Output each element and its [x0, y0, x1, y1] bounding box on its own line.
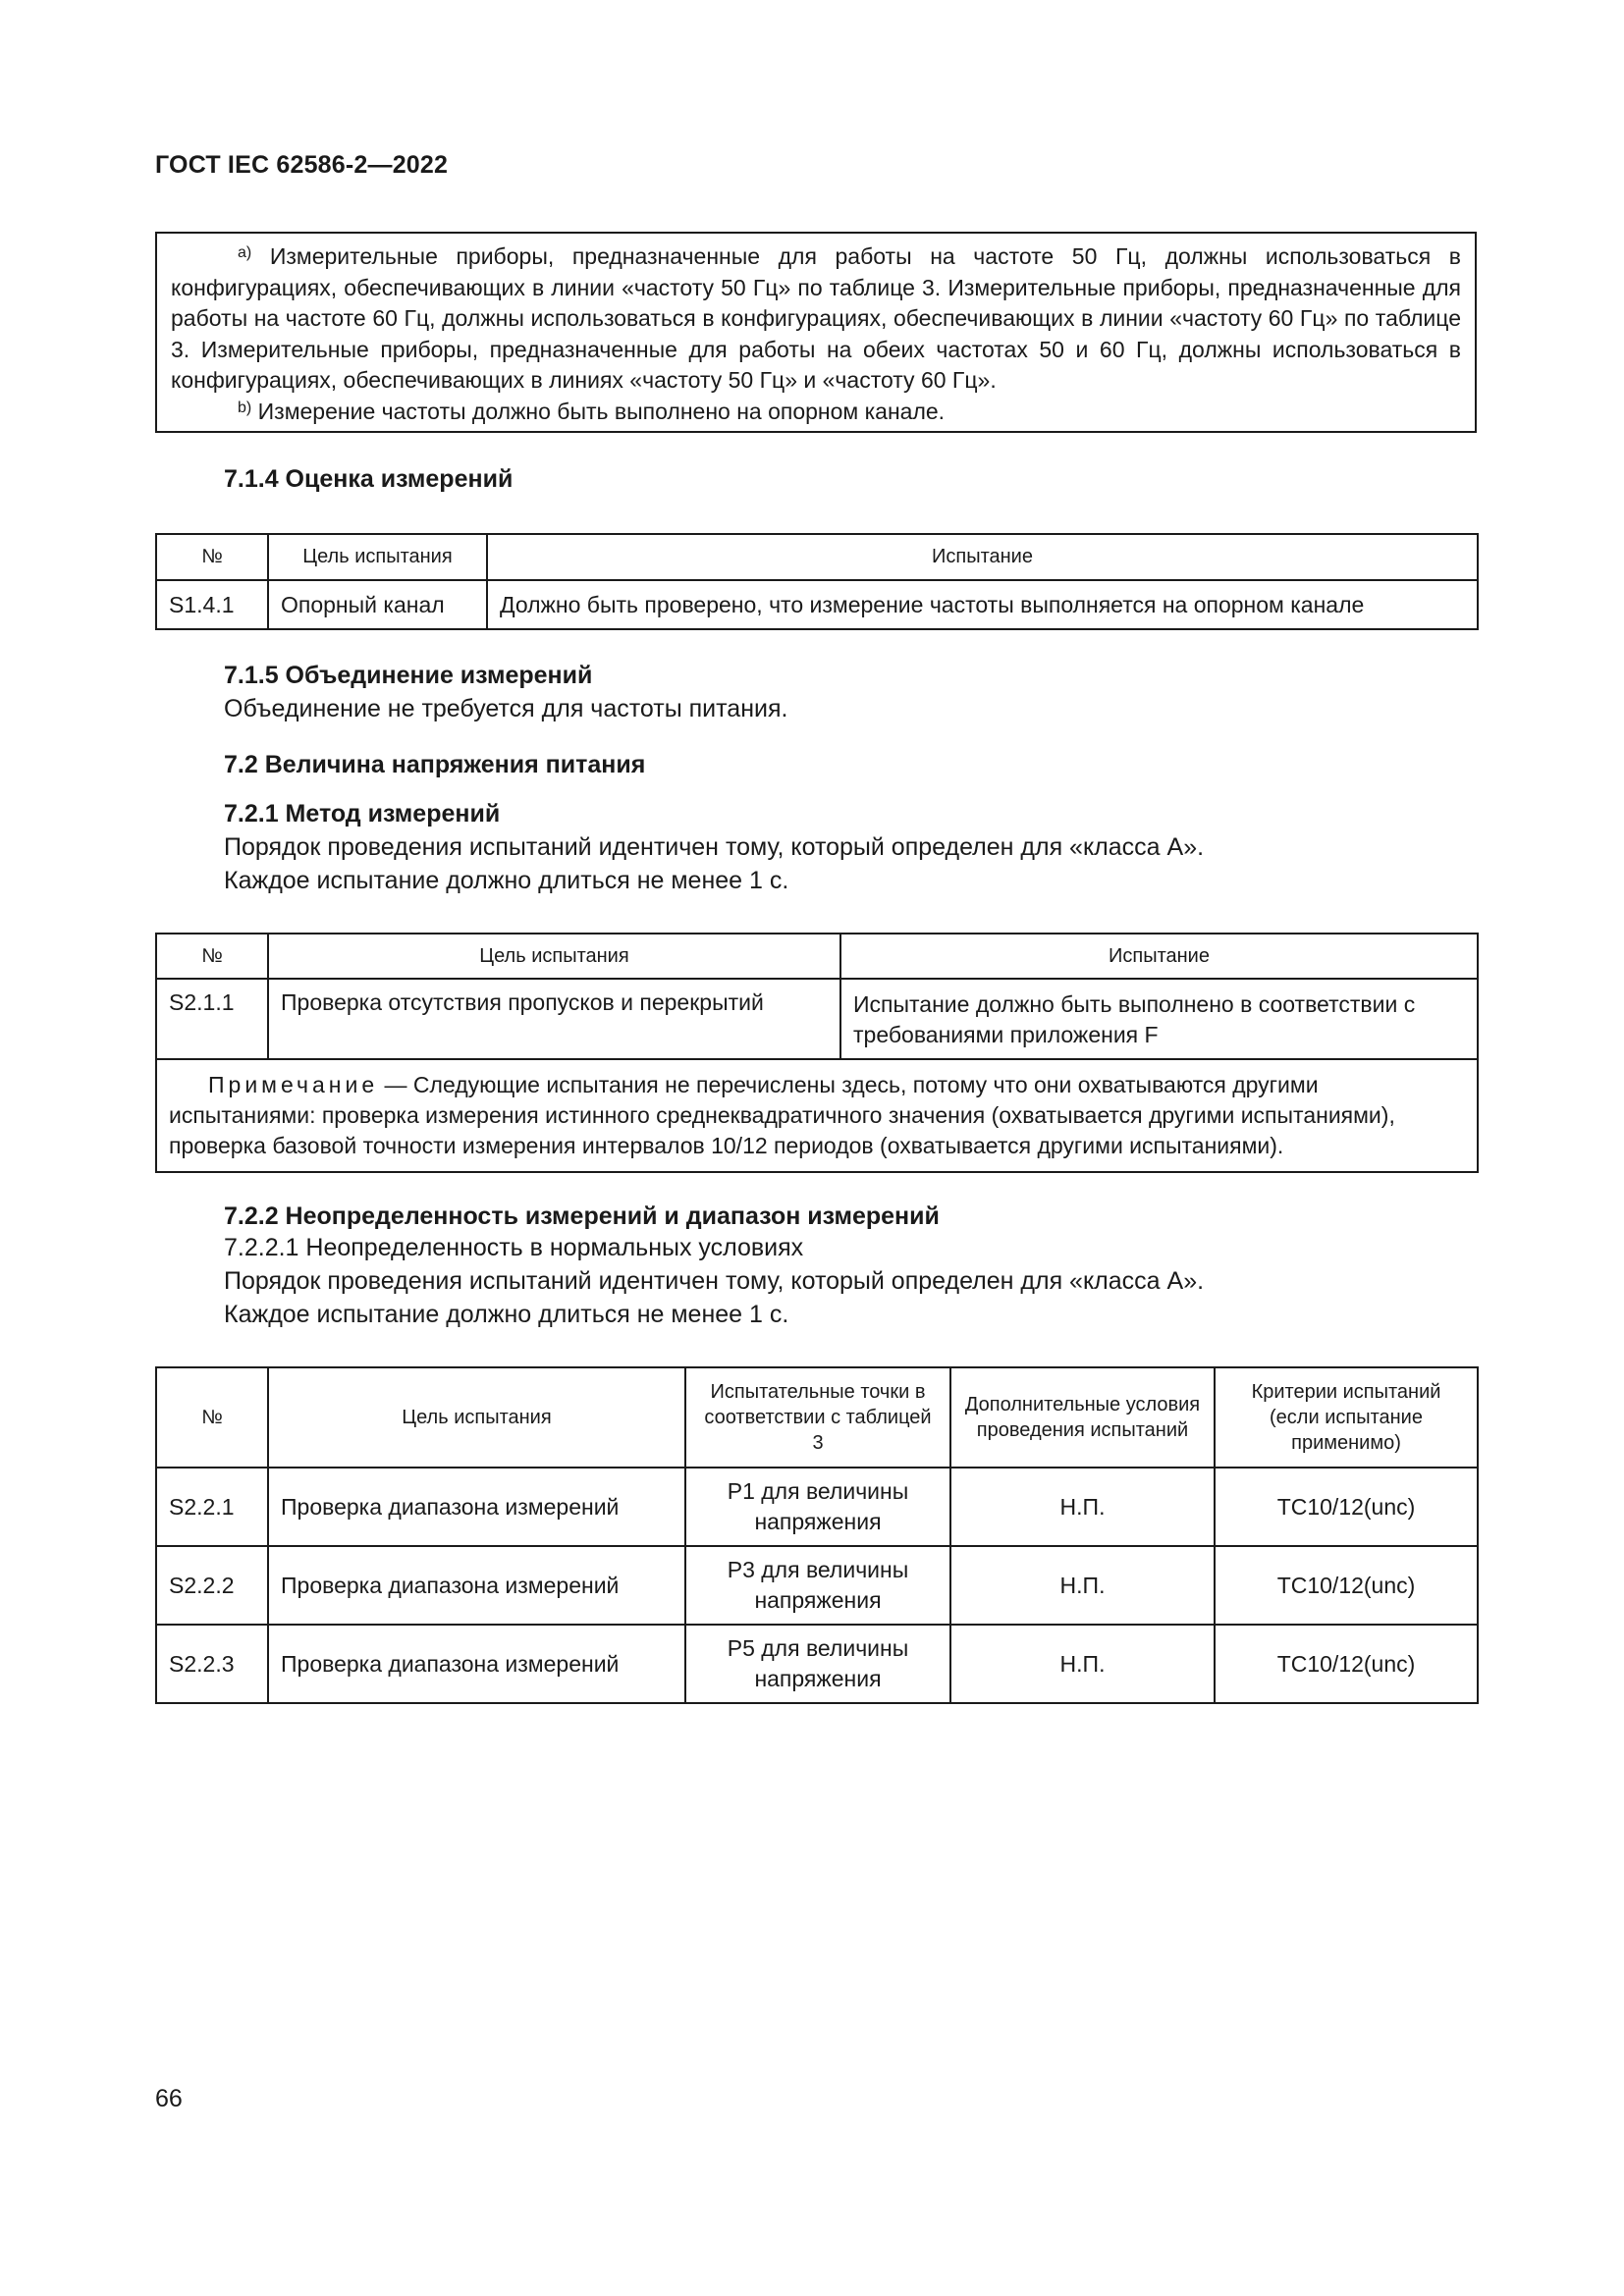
- col-header-conditions: Дополнительные условия проведения испытаний: [950, 1367, 1215, 1468]
- text-7-2-2: [224, 1231, 1204, 1331]
- cell-number: S2.2.2: [156, 1546, 268, 1625]
- col-header-test-points: Испытательные точки в соответствии с таблицей 3: [685, 1367, 950, 1468]
- cell-number: S2.1.1: [156, 979, 268, 1059]
- cell-criteria: TC10/12(unc): [1215, 1468, 1478, 1546]
- table-row: [156, 580, 1478, 629]
- col-header-purpose: Цель испытания: [268, 534, 487, 580]
- table-header-row: [156, 1367, 1478, 1468]
- col-header-number: №: [156, 1367, 268, 1468]
- text-7-2-1: [224, 830, 1204, 897]
- cell-purpose: Проверка отсутствия пропусков и перекрытий: [268, 979, 840, 1059]
- subclause-7-2-2-1: 7.2.2.1 Неопределенность в нормальных условиях: [224, 1234, 804, 1261]
- cell-purpose: Проверка диапазона измерений: [268, 1468, 685, 1546]
- footnote-b-text: Измерение частоты должно быть выполнено на опорном канале.: [257, 398, 946, 424]
- heading-7-2-2: 7.2.2 Неопределенность измерений и диапазон измерений: [224, 1202, 940, 1230]
- footnote-a-marker: a): [238, 244, 252, 261]
- heading-7-2: 7.2 Величина напряжения питания: [224, 751, 646, 778]
- cell-purpose: Проверка диапазона измерений: [268, 1625, 685, 1703]
- col-header-number: №: [156, 934, 268, 979]
- heading-7-1-5: 7.1.5 Объединение измерений: [224, 662, 593, 689]
- heading-7-2-1: 7.2.1 Метод измерений: [224, 800, 501, 828]
- heading-7-1-4: 7.1.4 Оценка измерений: [224, 465, 514, 493]
- footnote-a: [171, 241, 1461, 397]
- table-header-row: [156, 934, 1478, 979]
- cell-conditions: Н.П.: [950, 1468, 1215, 1546]
- col-header-test: Испытание: [840, 934, 1478, 979]
- col-header-purpose: Цель испытания: [268, 934, 840, 979]
- footnote-a-text: Измерительные приборы, предназначенные для работы на частоте 50 Гц, должны использоваться в конфигурациях, обеспечивающих в линии «частоту 50 Гц» по таблице 3. Измерительные приборы, предназначенные для работы на частоте 60 Гц, должны использоваться в конфигурациях, обеспечивающих в линии «частоту 60 Гц» по таблице 3. Измерительные приборы, предназначенные для работы на обеих частотах 50 и 60 Гц, должны использоваться в конфигурациях, обеспечивающих в линиях «частоту 50 Гц» и «частоту 60 Гц».: [171, 243, 1461, 393]
- table-row: [156, 1546, 1478, 1625]
- cell-conditions: Н.П.: [950, 1546, 1215, 1625]
- table-7-2-1: [155, 933, 1479, 1173]
- col-header-criteria: Критерии испытаний (если испытание применимо): [1215, 1367, 1478, 1468]
- cell-number: S1.4.1: [156, 580, 268, 629]
- paragraph: Порядок проведения испытаний идентичен тому, который определен для «класса А».: [224, 1267, 1205, 1295]
- paragraph: Каждое испытание должно длиться не менее 1 с.: [224, 1301, 789, 1328]
- cell-test: Испытание должно быть выполнено в соответствии с требованиями приложения F: [840, 979, 1478, 1059]
- col-header-number: №: [156, 534, 268, 580]
- table-7-2-2: [155, 1366, 1479, 1704]
- paragraph: Порядок проведения испытаний идентичен тому, который определен для «класса А».: [224, 833, 1205, 861]
- document-header: ГОСТ IEC 62586-2—2022: [155, 151, 449, 179]
- page-number: 66: [155, 2085, 183, 2112]
- paragraph: Каждое испытание должно длиться не менее 1 с.: [224, 867, 789, 894]
- table-note-row: [156, 1059, 1478, 1172]
- cell-number: S2.2.3: [156, 1625, 268, 1703]
- table-footnotes: [155, 232, 1477, 433]
- cell-purpose: Проверка диапазона измерений: [268, 1546, 685, 1625]
- cell-test-points: P1 для величины напряжения: [685, 1468, 950, 1546]
- cell-test-points: P3 для величины напряжения: [685, 1546, 950, 1625]
- note-text: — Следующие испытания не перечислены здесь, потому что они охватываются другими испытаниями: проверка измерения истинного среднеквадратичного значения (охватывается другими испытаниями), проверка базовой точности измерения интервалов 10/12 периодов (охватывается другими испытаниями).: [169, 1072, 1395, 1158]
- table-header-row: [156, 534, 1478, 580]
- cell-criteria: TC10/12(unc): [1215, 1625, 1478, 1703]
- footnote-b-marker: b): [238, 399, 252, 416]
- cell-test-points: P5 для величины напряжения: [685, 1625, 950, 1703]
- table-row: [156, 1468, 1478, 1546]
- footnote-b: [171, 397, 1461, 428]
- table-note: [156, 1059, 1478, 1172]
- cell-number: S2.2.1: [156, 1468, 268, 1546]
- cell-conditions: Н.П.: [950, 1625, 1215, 1703]
- table-row: [156, 1625, 1478, 1703]
- table-row: [156, 979, 1478, 1059]
- cell-test: Должно быть проверено, что измерение частоты выполняется на опорном канале: [487, 580, 1478, 629]
- text-7-1-5: [224, 692, 787, 725]
- col-header-test: Испытание: [487, 534, 1478, 580]
- paragraph: Объединение не требуется для частоты питания.: [224, 695, 788, 722]
- note-label: Примечание: [208, 1072, 379, 1097]
- cell-criteria: TC10/12(unc): [1215, 1546, 1478, 1625]
- table-7-1-4: [155, 533, 1479, 630]
- cell-purpose: Опорный канал: [268, 580, 487, 629]
- col-header-purpose: Цель испытания: [268, 1367, 685, 1468]
